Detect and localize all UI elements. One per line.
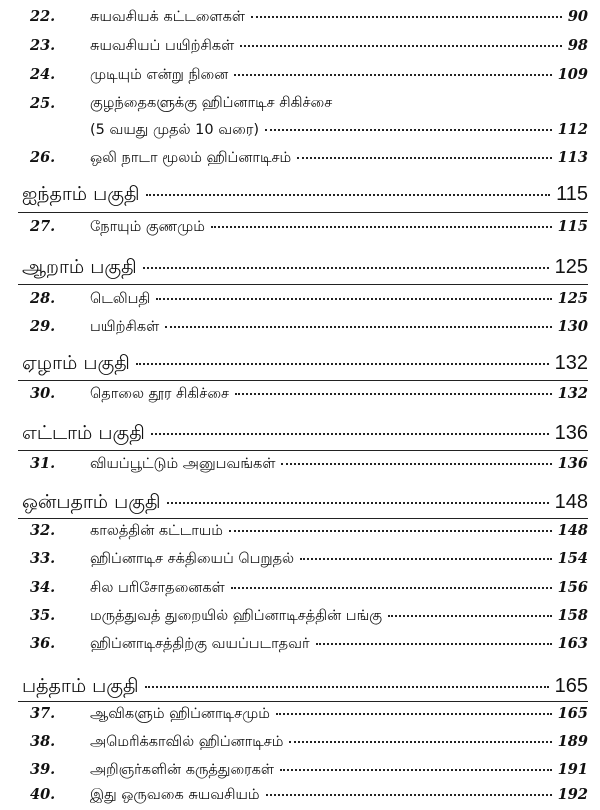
entry-page: 165: [557, 705, 588, 722]
entry-page: 163: [557, 635, 588, 652]
dot-leader: [235, 393, 552, 395]
toc-entry: [0, 455, 600, 474]
entry-title: டெலிபதி: [90, 291, 151, 307]
entry-title: ஹிப்னாடிச சக்தியைப் பெறுதல்: [90, 551, 295, 567]
toc-entry: [0, 37, 600, 56]
part-page: 165: [554, 675, 588, 697]
part-page: 115: [556, 183, 588, 205]
entry-title: சுயவசியப் பயிற்சிகள்: [90, 38, 235, 54]
entry-title-continuation: (5 வயது முதல் 10 வரை): [90, 122, 259, 138]
entry-page: 148: [557, 522, 588, 539]
entry-title: சில பரிசோதனைகள்: [90, 580, 225, 596]
dot-leader: [265, 129, 552, 131]
part-title: பத்தாம் பகுதி: [22, 675, 139, 697]
part-divider: [18, 701, 588, 702]
part-heading: [0, 183, 600, 208]
part-heading: [0, 675, 600, 700]
entry-page: 115: [557, 218, 588, 235]
entry-number: 33.: [30, 550, 56, 567]
toc-entry: [0, 786, 600, 805]
entry-page: 130: [557, 318, 588, 335]
part-title: எட்டாம் பகுதி: [22, 422, 145, 444]
entry-title: அறிஞர்களின் கருத்துரைகள்: [90, 762, 275, 778]
entry-page: 192: [557, 786, 588, 803]
dot-leader: [146, 194, 551, 196]
entry-number: 24.: [30, 66, 56, 83]
entry-title: குழந்தைகளுக்கு ஹிப்னாடிச சிகிச்சை: [90, 95, 333, 111]
entry-number: 28.: [30, 290, 56, 307]
dot-leader: [145, 686, 549, 688]
entry-number: 39.: [30, 761, 56, 778]
toc-entry: [0, 635, 600, 654]
dot-leader: [316, 643, 552, 645]
toc-entry: [0, 290, 600, 309]
entry-page: 113: [557, 149, 588, 166]
toc-entry: [0, 550, 600, 569]
entry-page: 109: [557, 66, 588, 83]
entry-page: 191: [557, 761, 588, 778]
part-heading: [0, 256, 600, 281]
dot-leader: [231, 587, 552, 589]
entry-number: 32.: [30, 522, 56, 539]
part-divider: [18, 212, 588, 213]
dot-leader: [229, 530, 552, 532]
entry-title: பயிற்சிகள்: [90, 319, 160, 335]
dot-leader: [280, 769, 552, 771]
part-heading: [0, 352, 600, 377]
dot-leader: [289, 741, 551, 743]
part-divider: [18, 284, 588, 285]
entry-number: 23.: [30, 37, 56, 54]
entry-number: 29.: [30, 318, 56, 335]
dot-leader: [151, 433, 549, 435]
entry-number: 22.: [30, 8, 56, 25]
entry-title: இது ஒருவகை சுயவசியம்: [90, 787, 260, 803]
toc-entry: [0, 579, 600, 598]
entry-number: 35.: [30, 607, 56, 624]
entry-page: 125: [557, 290, 588, 307]
toc-entry: [0, 385, 600, 404]
part-page: 148: [554, 491, 588, 513]
dot-leader: [240, 45, 562, 47]
dot-leader: [165, 326, 551, 328]
dot-leader: [156, 298, 551, 300]
part-title: ஆறாம் பகுதி: [22, 256, 137, 278]
entry-page: 154: [557, 550, 588, 567]
toc-entry-continuation: [0, 121, 600, 140]
entry-number: 36.: [30, 635, 56, 652]
entry-title: மருத்துவத் துறையில் ஹிப்னாடிசத்தின் பங்கு: [90, 608, 383, 624]
entry-title: வியப்பூட்டும் அனுபவங்கள்: [90, 456, 276, 472]
entry-number: 25.: [30, 95, 56, 112]
part-page: 132: [554, 352, 588, 374]
dot-leader: [300, 558, 552, 560]
entry-title: தொலை தூர சிகிச்சை: [90, 386, 230, 402]
part-heading: [0, 491, 600, 516]
dot-leader: [136, 363, 549, 365]
part-divider: [18, 450, 588, 451]
entry-number: 38.: [30, 733, 56, 750]
toc-entry: [0, 218, 600, 237]
dot-leader: [388, 615, 552, 617]
entry-page: 136: [557, 455, 588, 472]
entry-title: அமெரிக்காவில் ஹிப்னாடிசம்: [90, 734, 284, 750]
entry-page: 112: [557, 121, 588, 138]
part-page: 125: [554, 256, 588, 278]
entry-page: 132: [557, 385, 588, 402]
toc-entry: [0, 66, 600, 85]
toc-entry: [0, 95, 600, 113]
entry-title: காலத்தின் கட்டாயம்: [90, 523, 223, 539]
entry-number: 34.: [30, 579, 56, 596]
part-heading: [0, 422, 600, 447]
entry-title: ஆவிகளும் ஹிப்னாடிசமும்: [90, 706, 270, 722]
entry-page: 98: [567, 37, 588, 54]
entry-number: 40.: [30, 786, 56, 803]
toc-entry: [0, 761, 600, 780]
entry-title: முடியும் என்று நினை: [90, 67, 229, 83]
entry-number: 26.: [30, 149, 56, 166]
part-title: ஒன்பதாம் பகுதி: [22, 491, 161, 513]
part-divider: [18, 380, 588, 381]
entry-page: 156: [557, 579, 588, 596]
toc-entry: [0, 8, 600, 27]
toc-entry: [0, 705, 600, 724]
dot-leader: [251, 16, 562, 18]
entry-page: 189: [557, 733, 588, 750]
toc-entry: [0, 318, 600, 337]
entry-title: ஒலி நாடா மூலம் ஹிப்னாடிசம்: [90, 150, 292, 166]
entry-title: ஹிப்னாடிசத்திற்கு வயப்படாதவர்: [90, 636, 310, 652]
entry-number: 27.: [30, 218, 56, 235]
dot-leader: [276, 713, 552, 715]
dot-leader: [281, 463, 551, 465]
dot-leader: [167, 502, 549, 504]
part-page: 136: [554, 422, 588, 444]
entry-title: சுயவசியக் கட்டளைகள்: [90, 9, 245, 25]
dot-leader: [143, 267, 549, 269]
toc-entry: [0, 522, 600, 541]
entry-number: 30.: [30, 385, 56, 402]
toc-entry: [0, 607, 600, 626]
entry-title: நோயும் குணமும்: [90, 219, 205, 235]
entry-number: 37.: [30, 705, 56, 722]
toc-entry: [0, 733, 600, 752]
dot-leader: [234, 74, 551, 76]
dot-leader: [211, 226, 552, 228]
entry-page: 90: [567, 8, 588, 25]
part-title: ஐந்தாம் பகுதி: [22, 183, 140, 205]
entry-page: 158: [557, 607, 588, 624]
dot-leader: [266, 794, 552, 796]
part-divider: [18, 518, 588, 519]
part-title: ஏழாம் பகுதி: [22, 352, 130, 374]
entry-number: 31.: [30, 455, 56, 472]
toc-entry: [0, 149, 600, 168]
dot-leader: [297, 157, 552, 159]
